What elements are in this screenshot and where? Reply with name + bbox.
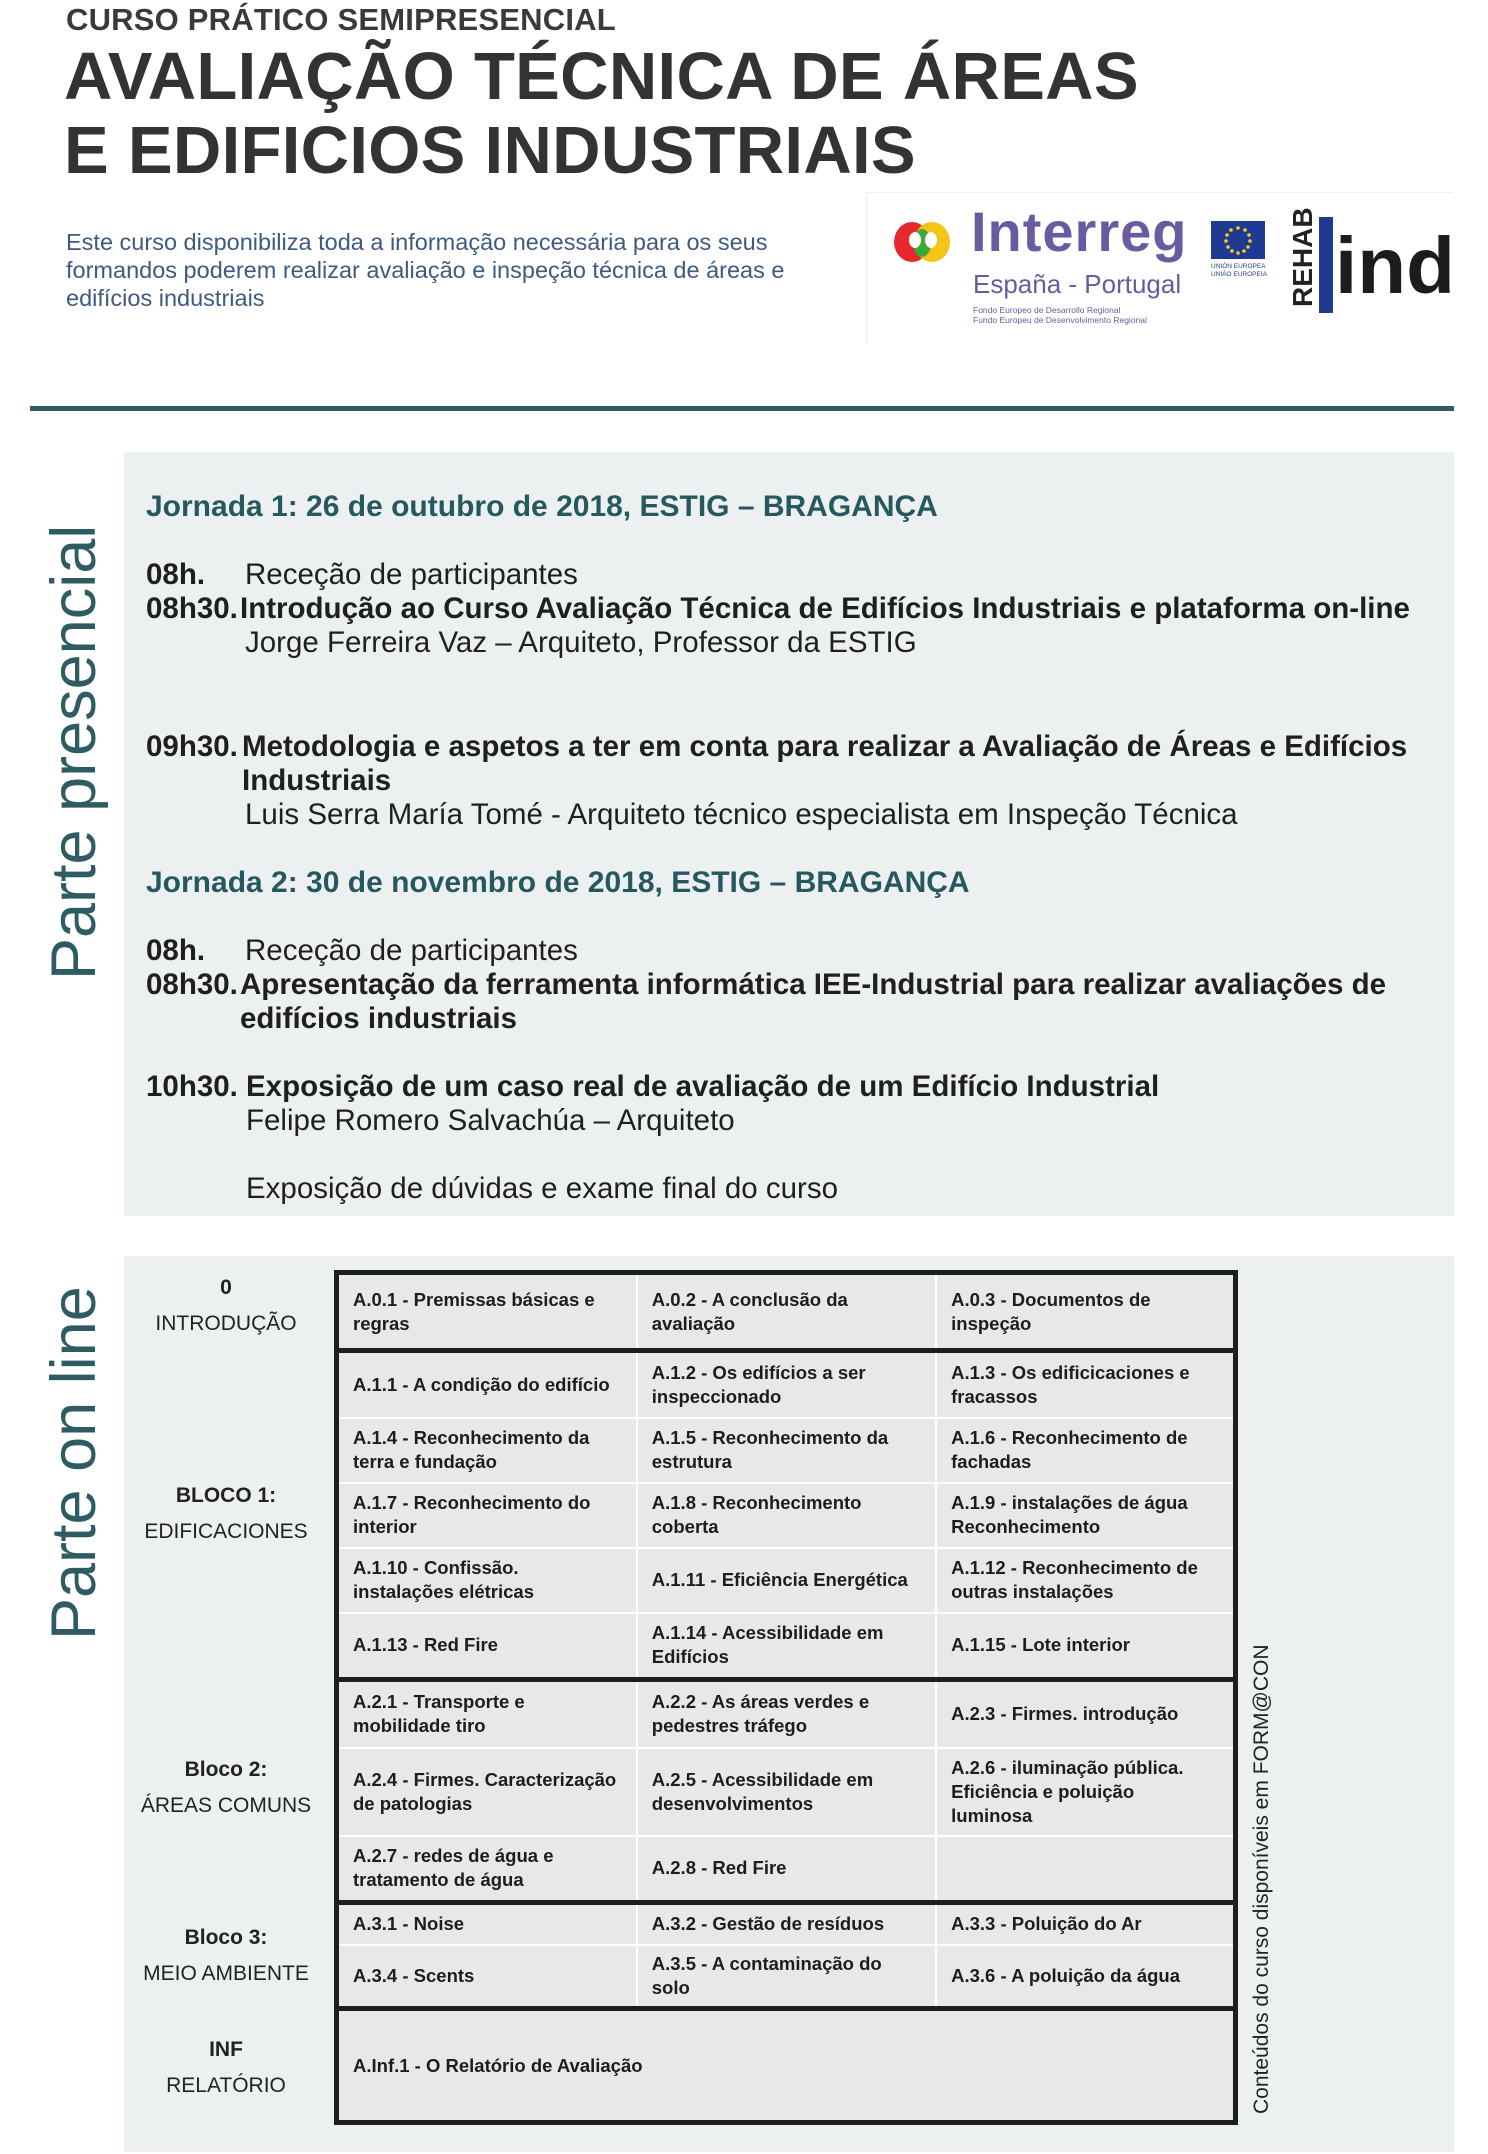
table-row xyxy=(337,1903,1236,1945)
schedule-time: 08h. xyxy=(146,558,206,591)
schedule-speaker: Jorge Ferreira Vaz – Arquiteto, Professor da ESTIG xyxy=(245,626,917,659)
block-number: BLOCO 1: xyxy=(175,1484,277,1507)
module-cell: A.3.2 - Gestão de resíduos xyxy=(637,1903,936,1945)
block-name: ÁREAS COMUNS xyxy=(140,1794,312,1817)
block-label-bloco3 xyxy=(134,1920,318,1992)
table-row xyxy=(337,2009,1236,2123)
schedule-time: 08h. xyxy=(146,934,206,967)
table-row xyxy=(337,1836,1236,1903)
module-cell: A.2.6 - iluminação pública. Eficiência e poluição luminosa xyxy=(936,1748,1235,1836)
interreg-fund-pt: Fundo Europeu de Desenvolvimento Regional xyxy=(973,315,1147,325)
module-cell: A.3.5 - A contaminação do solo xyxy=(637,1945,936,2009)
eu-flag-icon xyxy=(1211,221,1265,259)
module-cell: A.2.2 - As áreas verdes e pedestres tráfego xyxy=(637,1680,936,1748)
module-cell: A.1.5 - Reconhecimento da estrutura xyxy=(637,1418,936,1483)
module-cell: A.2.4 - Firmes. Caracterização de patologias xyxy=(337,1748,637,1836)
table-row xyxy=(337,1748,1236,1836)
jornada-1-heading: Jornada 1: 26 de outubro de 2018, ESTIG – BRAGANÇA xyxy=(146,490,938,523)
schedule-title: Introdução ao Curso Avaliação Técnica de Edifícios Industriais e plataforma on-line xyxy=(240,592,1410,625)
schedule-item xyxy=(146,934,1446,968)
schedule-item xyxy=(146,558,1446,592)
schedule-item xyxy=(146,968,1446,1040)
schedule-item xyxy=(146,592,1446,702)
table-row xyxy=(337,1273,1236,1351)
module-cell: A.1.1 - A condição do edifício xyxy=(337,1351,637,1418)
module-cell: A.1.3 - Os edificicaciones e fracassos xyxy=(936,1351,1235,1418)
rehab-bar-icon xyxy=(1319,217,1333,313)
parte-online-label: Parte on line xyxy=(39,1286,109,1640)
module-cell: A.2.5 - Acessibilidade em desenvolvimentos xyxy=(637,1748,936,1836)
table-row xyxy=(337,1945,1236,2009)
module-cell: A.3.1 - Noise xyxy=(337,1903,637,1945)
block-label-intro xyxy=(134,1270,318,1342)
module-cell: A.1.4 - Reconhecimento da terra e fundação xyxy=(337,1418,637,1483)
module-cell: A.3.6 - A poluição da água xyxy=(936,1945,1235,2009)
partner-logos xyxy=(866,192,1453,343)
block-label-bloco1 xyxy=(134,1478,318,1550)
schedule-title: Receção de participantes xyxy=(245,558,578,591)
schedule-time: 08h30. xyxy=(146,592,238,625)
table-row xyxy=(337,1680,1236,1748)
parte-presencial-label: Parte presencial xyxy=(39,524,109,980)
schedule-title: Apresentação da ferramenta informática IEE-Industrial para realizar avaliações de edifícios industriais xyxy=(240,968,1387,1035)
rehab-label: REHAB xyxy=(1287,207,1318,307)
module-cell: A.1.12 - Reconhecimento de outras instalações xyxy=(936,1548,1235,1613)
block-name: EDIFICACIONES xyxy=(144,1520,308,1543)
eu-label-es: UNIÓN EUROPEA xyxy=(1211,263,1266,270)
module-cell: A.2.3 - Firmes. introdução xyxy=(936,1680,1235,1748)
rehab-ind-wordmark: ind xyxy=(1335,221,1455,310)
table-row xyxy=(337,1548,1236,1613)
module-cell: A.1.6 - Reconhecimento de fachadas xyxy=(936,1418,1235,1483)
block-name: RELATÓRIO xyxy=(166,2074,286,2097)
header-divider xyxy=(30,406,1454,411)
block-name: MEIO AMBIENTE xyxy=(143,1962,309,1985)
module-cell: A.1.7 - Reconhecimento do interior xyxy=(337,1483,637,1548)
table-row xyxy=(337,1418,1236,1483)
module-cell: A.0.3 - Documentos de inspeção xyxy=(936,1273,1235,1351)
module-cell: A.1.9 - instalações de água Reconhecimento xyxy=(936,1483,1235,1548)
table-row xyxy=(337,1613,1236,1680)
module-cell: A.0.1 - Premissas básicas e regras xyxy=(337,1273,637,1351)
block-number: INF xyxy=(209,2038,243,2061)
block-label-inf xyxy=(134,2032,318,2104)
schedule-item xyxy=(146,730,1456,840)
module-cell: A.1.2 - Os edifícios a ser inspeccionado xyxy=(637,1351,936,1418)
closing-note: Exposição de dúvidas e exame final do curso xyxy=(246,1172,838,1205)
course-description: Este curso disponibiliza toda a informação necessária para os seus formandos poderem realizar avaliação e inspeção técnica de áreas e edifícios industriais xyxy=(66,229,785,311)
module-cell: A.1.11 - Eficiência Energética xyxy=(637,1548,936,1613)
schedule-item xyxy=(146,1070,1446,1142)
modules-table xyxy=(334,1270,1238,2125)
eu-label-pt: UNIÃO EUROPEIA xyxy=(1211,271,1267,278)
module-cell: A.1.8 - Reconhecimento coberta xyxy=(637,1483,936,1548)
course-title-line1: AVALIAÇÃO TÉCNICA DE ÁREAS xyxy=(64,39,1139,114)
block-number: Bloco 3: xyxy=(184,1926,268,1949)
schedule-title: Metodologia e aspetos a ter em conta para realizar a Avaliação de Áreas e Edifícios Industriais xyxy=(242,730,1408,797)
block-name: INTRODUÇÃO xyxy=(155,1312,297,1335)
interreg-fund-es: Fondo Europeo de Desarrollo Regional xyxy=(973,305,1121,315)
schedule-time: 08h30. xyxy=(146,968,238,1001)
module-cell: A.1.10 - Confissão. instalações elétricas xyxy=(337,1548,637,1613)
schedule-speaker: Luis Serra María Tomé - Arquiteto técnico especialista em Inspeção Técnica xyxy=(245,798,1238,831)
module-cell: A.2.8 - Red Fire xyxy=(637,1836,936,1903)
course-title xyxy=(64,40,1139,188)
jornada-2-heading: Jornada 2: 30 de novembro de 2018, ESTIG – BRAGANÇA xyxy=(146,866,970,899)
interreg-wordmark: Interreg xyxy=(971,200,1188,263)
module-cell: A.3.4 - Scents xyxy=(337,1945,637,2009)
block-number: Bloco 2: xyxy=(184,1758,268,1781)
module-cell: A.1.15 - Lote interior xyxy=(936,1613,1235,1680)
interreg-symbol-icon xyxy=(893,219,953,265)
formacon-note: Conteúdos do curso disponíveis em FORM@CON xyxy=(1250,1644,1273,2114)
schedule-speaker: Felipe Romero Salvachúa – Arquiteto xyxy=(246,1104,735,1137)
course-title-line2: E EDIFICIOS INDUSTRIAIS xyxy=(64,113,916,188)
module-cell: A.1.13 - Red Fire xyxy=(337,1613,637,1680)
table-row xyxy=(337,1351,1236,1418)
module-cell: A.Inf.1 - O Relatório de Avaliação xyxy=(337,2009,1236,2123)
module-cell: A.0.2 - A conclusão da avaliação xyxy=(637,1273,936,1351)
module-cell: A.1.14 - Acessibilidade em Edifícios xyxy=(637,1613,936,1680)
module-cell: A.3.3 - Poluição do Ar xyxy=(936,1903,1235,1945)
module-cell xyxy=(936,1836,1235,1903)
table-row xyxy=(337,1483,1236,1548)
schedule-time: 10h30. xyxy=(146,1070,238,1103)
block-label-bloco2 xyxy=(134,1752,318,1824)
block-number: 0 xyxy=(220,1276,232,1299)
module-cell: A.2.7 - redes de água e tratamento de água xyxy=(337,1836,637,1903)
schedule-time: 09h30. xyxy=(146,730,238,763)
interreg-subtitle: España - Portugal xyxy=(973,269,1182,299)
schedule-title: Exposição de um caso real de avaliação de um Edifício Industrial xyxy=(246,1070,1160,1103)
module-cell: A.2.1 - Transporte e mobilidade tiro xyxy=(337,1680,637,1748)
schedule-title: Receção de participantes xyxy=(245,934,578,967)
course-kicker: CURSO PRÁTICO SEMIPRESENCIAL xyxy=(66,2,616,37)
